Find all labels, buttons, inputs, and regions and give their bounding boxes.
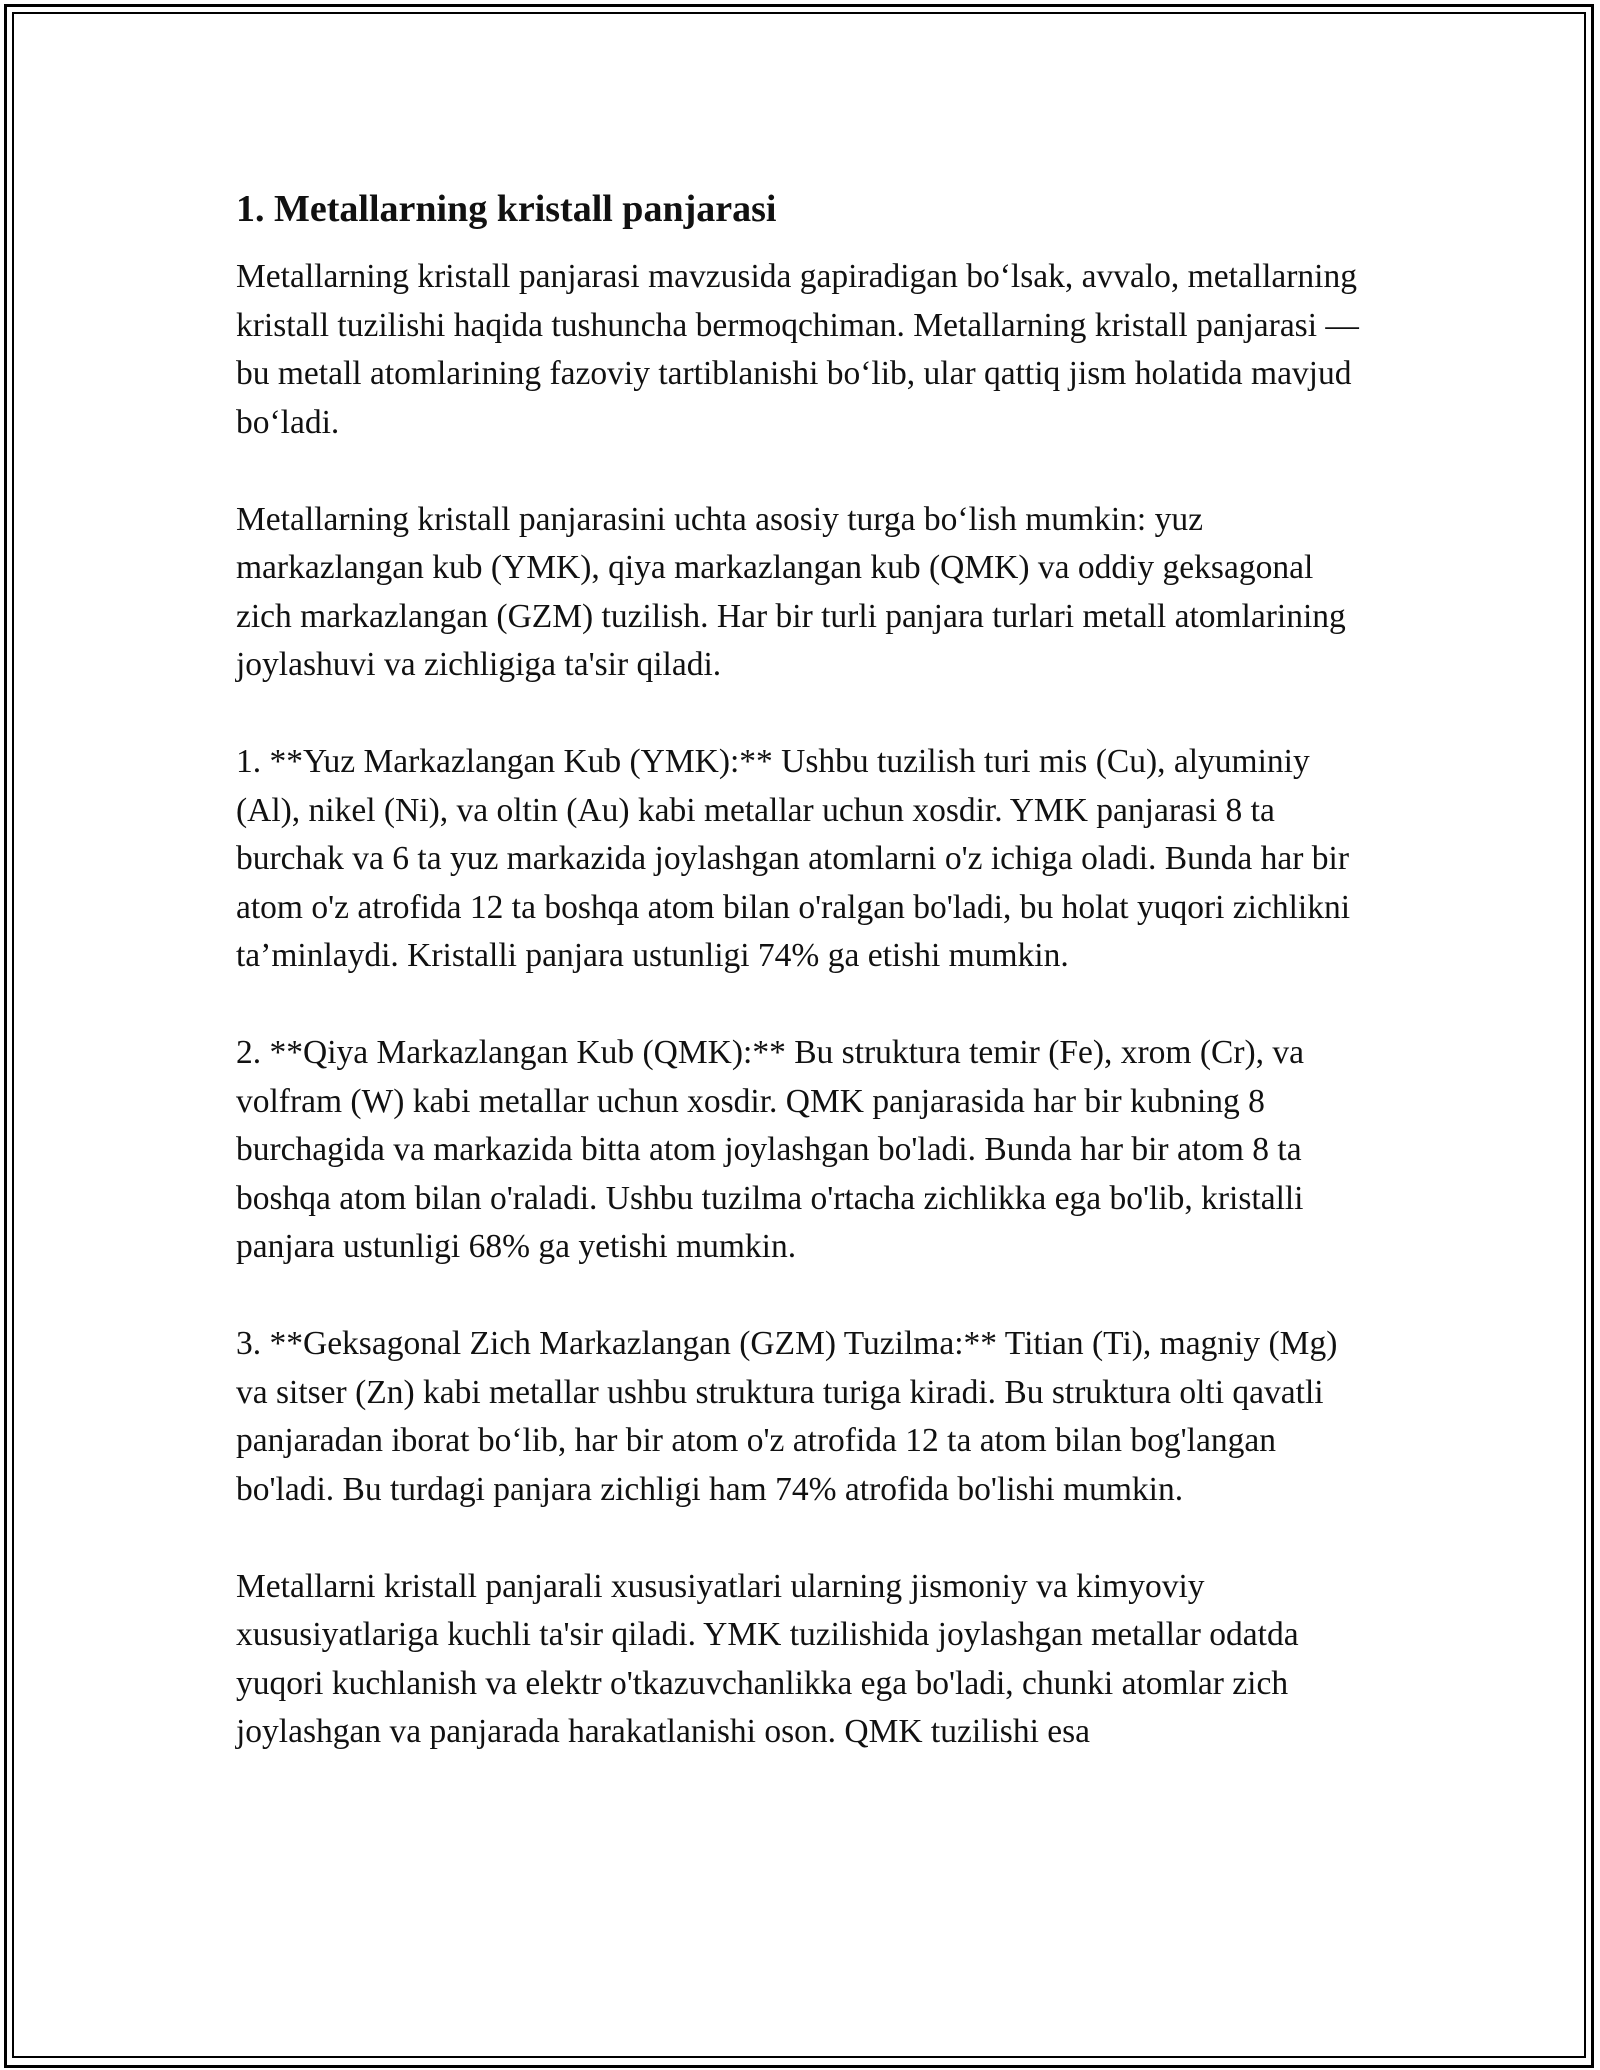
paragraph-ymk: 1. **Yuz Markazlangan Kub (YMK):** Ushbu tuzilish turi mis (Cu), alyuminiy (Al), nikel (Ni), va oltin (Au) kabi metallar uchun xosdir. YMK panjarasi 8 ta burchak va 6 ta yuz markazida joylashgan atomlarni o'z ichiga oladi. Bunda har bir atom o'z atrofida 12 ta boshqa atom bilan o'ralgan bo'ladi, bu holat yuqori zichlikni ta’minlaydi. Kristalli panjara ustunligi 74% ga etishi mumkin.	[236, 743, 1351, 974]
paragraph-intro: Metallarning kristall panjarasi mavzusida gapiradigan bo‘lsak, avvalo, metallarning kristall tuzilishi haqida tushuncha bermoqchiman. Metallarning kristall panjarasi — bu metall atomlarining fazoviy tartiblanishi bo‘lib, ular qattiq jism holatida mavjud bo‘ladi.	[236, 258, 1359, 441]
paragraph-properties: Metallarni kristall panjarali xususiyatlari ularning jismoniy va kimyoviy xususiyatlariga kuchli ta'sir qiladi. YMK tuzilishida joylashgan metallar odatda yuqori kuchlanish va elektr o'tkazuvchanlikka ega bo'ladi, chunki atomlar zich joylashgan va panjarada harakatlanishi oson. QMK tuzilishi esa	[236, 1567, 1299, 1750]
paragraph-types: Metallarning kristall panjarasini uchta asosiy turga bo‘lish mumkin: yuz markazlangan kub (YMK), qiya markazlangan kub (QMK) va oddiy geksagonal zich markazlangan (GZM) tuzilish. Har bir turli panjara turlari metall atomlarining joylashuvi va zichligiga ta'sir qiladi.	[236, 500, 1346, 683]
document-body	[236, 185, 1376, 1805]
section-heading: 1. Metallarning kristall panjarasi	[236, 188, 777, 230]
paragraph-qmk: 2. **Qiya Markazlangan Kub (QMK):** Bu struktura temir (Fe), xrom (Cr), va volfram (W) kabi metallar uchun xosdir. QMK panjarasida har bir kubning 8 burchagida va markazida bitta atom joylashgan bo'ladi. Bunda har bir atom 8 ta boshqa atom bilan o'raladi. Ushbu tuzilma o'rtacha zichlikka ega bo'lib, kristalli panjara ustunligi 68% ga yetishi mumkin.	[236, 1034, 1305, 1265]
paragraph-gzm: 3. **Geksagonal Zich Markazlangan (GZM) Tuzilma:** Titian (Ti), magniy (Mg) va sitser (Zn) kabi metallar ushbu struktura turiga kiradi. Bu struktura olti qavatli panjaradan iborat bo‘lib, har bir atom o'z atrofida 12 ta atom bilan bog'langan bo'ladi. Bu turdagi panjara zichligi ham 74% atrofida bo'lishi mumkin.	[236, 1325, 1338, 1508]
